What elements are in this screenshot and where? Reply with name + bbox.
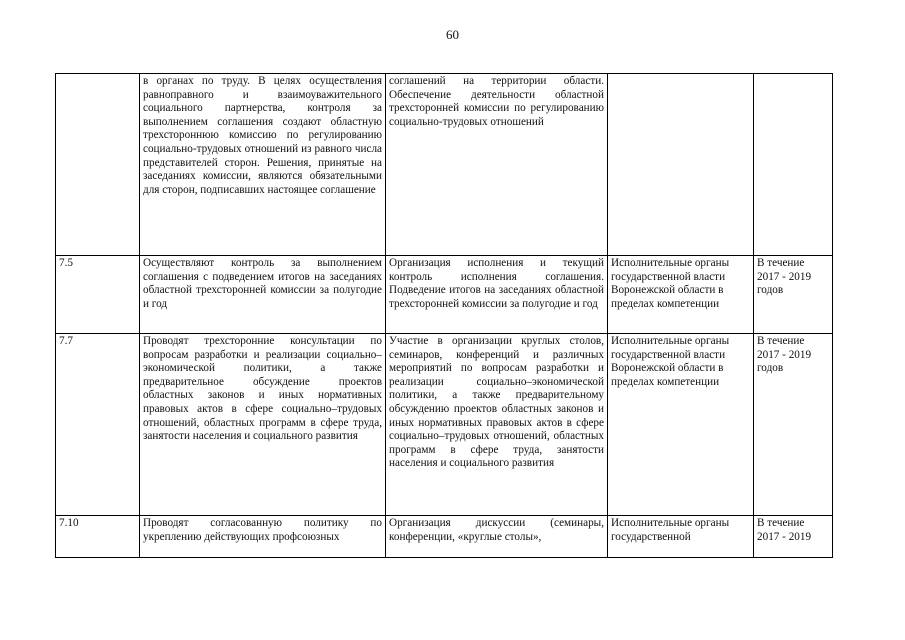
deadline-cell — [754, 74, 833, 256]
executor-cell: Исполнительные органы государственной власти Воронежской области в пределах компетенции — [608, 334, 754, 516]
item-number-cell — [56, 74, 140, 256]
deadline-cell: В течение 2017 - 2019 годов — [754, 334, 833, 516]
page-number: 60 — [446, 27, 459, 42]
executor-cell: Исполнительные органы государственной власти Воронежской области в пределах компетенции — [608, 256, 754, 334]
commitment-cell: Проводят согласованную политику по укреплению действующих профсоюзных — [140, 516, 386, 558]
item-number-cell: 7.10 — [56, 516, 140, 558]
executor-cell: Исполнительные органы государственной — [608, 516, 754, 558]
deadline-cell: В течение 2017 - 2019 — [754, 516, 833, 558]
deadline-cell: В течение 2017 - 2019 годов — [754, 256, 833, 334]
item-number-cell: 7.7 — [56, 334, 140, 516]
executor-cell — [608, 74, 754, 256]
implementation-cell: Организация исполнения и текущий контроль исполнения соглашения. Подведение итогов на заседаниях областной трехсторонней комиссии за полугодие и год — [386, 256, 608, 334]
table-row — [56, 256, 833, 334]
commitment-cell: Осуществляют контроль за выполнением соглашения с подведением итогов на заседаниях областной трехсторонней комиссии за полугодие и год — [140, 256, 386, 334]
table-row — [56, 74, 833, 256]
implementation-cell: соглашений на территории области. Обеспечение деятельности областной трехсторонней комиссии по регулированию социально-трудовых отношений — [386, 74, 608, 256]
table-row — [56, 516, 833, 558]
implementation-cell: Организация дискуссии (семинары, конференции, «круглые столы», — [386, 516, 608, 558]
table-row — [56, 334, 833, 516]
item-number-cell: 7.5 — [56, 256, 140, 334]
agreement-table — [55, 73, 833, 558]
implementation-cell: Участие в организации круглых столов, семинаров, конференций и различных мероприятий по вопросам разработки и реализации социально–экономической политики, а также предварительному обсуждению проектов областных законов и иных нормативных правовых актов в сфере социально–трудовых отношений, областных программ в сфере труда, занятости населения и социального развития — [386, 334, 608, 516]
commitment-cell: Проводят трехсторонние консультации по вопросам разработки и реализации социально–экономической политики, а также предварительное обсуждение проектов областных законов и иных нормативных правовых актов в сфере социально–трудовых отношений, областных программ в сфере труда, занятости населения и социального развития — [140, 334, 386, 516]
commitment-cell: в органах по труду. В целях осуществления равноправного и взаимоуважительного социального партнерства, контроля за выполнением соглашения создают областную трехстороннюю комиссию по регулированию социально-трудовых отношений из равного числа представителей сторон. Решения, принятые на заседаниях комиссии, являются обязательными для сторон, подписавших настоящее соглашение — [140, 74, 386, 256]
